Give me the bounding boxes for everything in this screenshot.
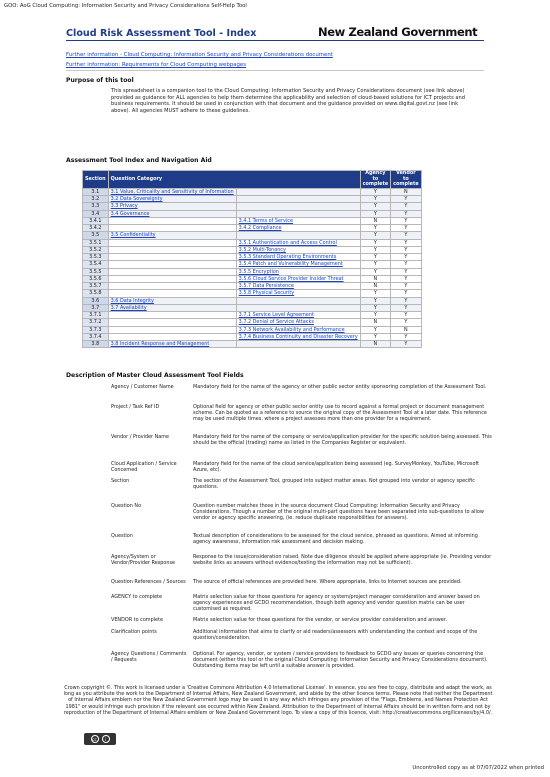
table-cell: 3.5.5	[83, 268, 109, 275]
table-cell	[236, 210, 360, 217]
table-cell: N	[391, 326, 422, 333]
by-icon: i	[102, 735, 110, 743]
table-cell: 3.5.3	[83, 254, 109, 261]
table-cell	[236, 341, 360, 348]
section-link[interactable]: 3.7.1 Service Level Agreement	[238, 312, 314, 319]
table-cell	[236, 319, 360, 326]
table-cell	[108, 203, 236, 210]
fields-heading: Description of Master Cloud Assessment Tool Fields	[66, 372, 244, 379]
table-row	[83, 283, 422, 290]
table-cell: Y	[360, 333, 391, 340]
field-label: Cloud Application / Service Concerned	[111, 461, 177, 473]
table-cell	[236, 312, 360, 319]
table-cell: 3.4	[83, 210, 109, 217]
section-link[interactable]: 3.5.1 Authentication and Access Control	[238, 239, 337, 246]
table-cell: Y	[391, 217, 422, 224]
table-cell: 3.7	[83, 304, 109, 311]
table-cell: Y	[391, 283, 422, 290]
table-cell: Y	[360, 196, 391, 203]
table-row	[83, 188, 422, 195]
section-link[interactable]: 3.8 Incident Response and Management	[110, 341, 210, 348]
table-cell	[108, 246, 236, 253]
table-row	[83, 268, 422, 275]
field-description: Mandatory field for the name of the cloud service/application being assessed (eg. SurveyMonkey, YouTube, Microsoft Azure, etc).	[193, 461, 479, 473]
table-cell: Y	[391, 275, 422, 282]
section-link[interactable]: 3.7.2 Denial of Service Attacks	[238, 319, 314, 326]
table-cell	[236, 333, 360, 340]
page-title: Cloud Risk Assessment Tool - Index	[66, 28, 257, 39]
table-cell: 3.4.1	[83, 217, 109, 224]
table-cell	[108, 188, 236, 195]
table-cell: Y	[360, 246, 391, 253]
table-row	[83, 246, 422, 253]
table-cell: 3.5.8	[83, 290, 109, 297]
table-cell: Y	[391, 254, 422, 261]
table-cell: 3.7.4	[83, 333, 109, 340]
table-cell: N	[360, 217, 391, 224]
field-label: Clarification points	[111, 629, 157, 635]
table-cell	[108, 268, 236, 275]
col-agency: Agency to complete	[360, 171, 391, 189]
section-link[interactable]: 3.7.3 Network Availability and Performance	[238, 326, 345, 333]
table-row	[83, 239, 422, 246]
field-label: Agency Questions / Comments / Requests	[111, 651, 187, 663]
field-label: Agency / Customer Name	[111, 384, 174, 390]
table-cell: 3.4.2	[83, 225, 109, 232]
table-cell	[108, 319, 236, 326]
table-cell	[236, 290, 360, 297]
table-row	[83, 232, 422, 239]
section-link[interactable]: 3.5 Confidentiality	[110, 232, 156, 239]
section-link[interactable]: 3.3 Privacy	[110, 203, 138, 210]
table-row	[83, 290, 422, 297]
table-cell: 3.5.1	[83, 239, 109, 246]
table-cell: N	[360, 283, 391, 290]
table-cell	[108, 341, 236, 348]
table-cell	[236, 203, 360, 210]
table-cell	[108, 297, 236, 304]
table-cell: Y	[391, 239, 422, 246]
table-cell: 3.7.1	[83, 312, 109, 319]
title-rule	[66, 40, 484, 41]
field-label: Vendor / Provider Name	[111, 434, 170, 440]
section-link[interactable]: 3.5.6 Cloud Service Provider Insider Threat	[238, 275, 344, 282]
nz-government-logo: New Zealand Government	[318, 25, 478, 39]
section-link[interactable]: 3.7 Availability	[110, 304, 147, 311]
table-cell	[236, 297, 360, 304]
table-cell	[236, 283, 360, 290]
table-cell: Y	[391, 261, 422, 268]
table-cell: 3.3	[83, 203, 109, 210]
table-cell	[108, 239, 236, 246]
table-row	[83, 297, 422, 304]
table-cell: Y	[391, 333, 422, 340]
field-description: Mandatory field for the name of the company or service/application provider for the specific solution being assessed. This should be the official (trading) name as listed in the Companies Register or equivalent.	[193, 434, 492, 446]
table-cell	[108, 275, 236, 282]
table-row	[83, 333, 422, 340]
table-cell: Y	[360, 304, 391, 311]
field-description: Additional information that aims to clarify or aid readers/assessors with understanding the context and scope of the question/consideration.	[193, 629, 478, 641]
table-cell: Y	[360, 268, 391, 275]
table-cell: Y	[391, 268, 422, 275]
field-description: The section of the Assessment Tool, grouped into subject matter areas. Not grouped into vendor or agency specific questions.	[193, 478, 475, 490]
section-link[interactable]: 3.5.8 Physical Security	[238, 290, 295, 297]
table-cell	[108, 326, 236, 333]
table-row	[83, 304, 422, 311]
table-row	[83, 312, 422, 319]
table-cell: Y	[391, 312, 422, 319]
table-cell	[108, 283, 236, 290]
table-cell	[236, 254, 360, 261]
table-row	[83, 203, 422, 210]
field-description: Matrix selection value for those questions for the vendor, or service provider consideration and answer.	[193, 617, 447, 623]
table-cell	[108, 210, 236, 217]
col-question-category: Question Category	[108, 171, 360, 189]
index-heading: Assessment Tool Index and Navigation Aid	[66, 157, 212, 164]
print-footer: Uncontrolled copy as at 07/07/2022 when printed	[412, 765, 544, 771]
section-link[interactable]: 3.5.5 Encryption	[238, 268, 279, 275]
table-cell: Y	[360, 232, 391, 239]
table-cell	[108, 196, 236, 203]
section-link[interactable]: 3.5.7 Data Persistence	[238, 283, 294, 290]
section-link[interactable]: 3.4.2 Compliance	[238, 225, 282, 232]
field-description: Textual description of considerations to be assessed for the cloud service, phrased as questions. Aimed at informing agency awareness, information risk assessment and decision making.	[193, 533, 478, 545]
section-link[interactable]: 3.6 Data Integrity	[110, 297, 154, 304]
table-row	[83, 326, 422, 333]
table-cell	[108, 254, 236, 261]
table-row	[83, 217, 422, 224]
table-cell: Y	[360, 225, 391, 232]
purpose-heading: Purpose of this tool	[66, 77, 134, 84]
table-cell	[108, 225, 236, 232]
table-cell	[236, 239, 360, 246]
table-row	[83, 341, 422, 348]
field-label: AGENCY to complete	[111, 594, 162, 600]
table-row	[83, 225, 422, 232]
table-cell: 3.5.7	[83, 283, 109, 290]
table-cell	[236, 261, 360, 268]
table-cell: Y	[360, 254, 391, 261]
table-row	[83, 319, 422, 326]
purpose-text: This spreadsheet is a companion tool to the Cloud Computing: Information Security and Privacy Considerations document (see link above) provided as guidance for ALL agencies to help them determine the applicability and selection of cloud-based solutions for ICT projects and business requirements. It should be used in conjunction with that document and the guidance provided on www.digital.govt.nz (see link above). All agencies MUST adhere to these guidelines.	[111, 88, 465, 115]
section-link[interactable]: 3.5.3 Standard Operating Environments	[238, 254, 337, 261]
field-description: Mandatory field for the name of the agency or other public sector entity sponsoring completion of the Assessment Tool.	[193, 384, 487, 390]
table-cell: 3.1	[83, 188, 109, 195]
table-cell: 3.7.3	[83, 326, 109, 333]
table-cell: Y	[391, 210, 422, 217]
table-cell: N	[360, 275, 391, 282]
table-cell: 3.5.4	[83, 261, 109, 268]
table-cell: Y	[391, 297, 422, 304]
table-cell	[108, 217, 236, 224]
table-cell	[108, 261, 236, 268]
col-section: Section	[83, 171, 109, 189]
table-cell: Y	[391, 246, 422, 253]
table-cell: Y	[391, 225, 422, 232]
col-vendor: Vendor to complete	[391, 171, 422, 189]
field-label: Question	[111, 533, 133, 539]
section-link[interactable]: 3.5.4 Patch and Vulnerability Management	[238, 261, 343, 268]
print-header: GOO: AoG Cloud Computing: Information Security and Privacy Considerations Self-Help Tool	[4, 3, 247, 9]
table-cell: Y	[360, 239, 391, 246]
table-cell	[108, 232, 236, 239]
table-cell	[108, 333, 236, 340]
table-cell: Y	[391, 304, 422, 311]
table-cell: Y	[360, 210, 391, 217]
table-cell: Y	[360, 188, 391, 195]
field-description: Response to the issue/consideration raised. Note due diligence should be applied where appropriate (ie. Providing vendor website links as answers without evidence/testing the information may not be sufficient).	[193, 554, 492, 566]
table-cell: Y	[391, 319, 422, 326]
table-cell	[236, 196, 360, 203]
table-cell: Y	[391, 232, 422, 239]
table-cell	[108, 304, 236, 311]
field-description: Question number matches those in the source document Cloud Computing: Information Security and Privacy Considerations. Though a number of the original multi-part questions have been separated into sub-questions to allow vendor or agency specific answering, (ie. reduce duplicate responsibilities for answers).	[193, 503, 484, 521]
table-cell: Y	[391, 341, 422, 348]
table-cell: Y	[360, 203, 391, 210]
table-cell: 3.5.2	[83, 246, 109, 253]
table-cell	[236, 275, 360, 282]
field-description: Optional field for agency or other public sector entity use to record against a formal project or document management scheme. Can be quoted as a reference to source the original copy of the Assessment Tool at a later date. This reference may be used multiple times, where a project assesses more than one provider for a requirement.	[193, 404, 487, 422]
field-description: Optional. For agency, vendor, or system / service providers to feedback to GCDO any issues or queries concerning the document (either this tool or the original Cloud Computing: Information Security and Privacy Considerations document). Outstanding items may be left until a suitable answer is provided.	[193, 651, 488, 669]
table-cell	[236, 232, 360, 239]
table-cell: 3.6	[83, 297, 109, 304]
table-cell: 3.7.2	[83, 319, 109, 326]
table-row	[83, 275, 422, 282]
link-requirements-webpages[interactable]: Further information: Requirements for Cloud Computing webpages	[66, 62, 247, 68]
index-header-row	[83, 171, 422, 189]
field-label: Section	[111, 478, 130, 484]
section-link[interactable]: 3.7.4 Business Continuity and Disaster Recovery	[238, 333, 358, 340]
section-link[interactable]: 3.4.1 Terms of Service	[238, 217, 293, 224]
table-cell: N	[360, 319, 391, 326]
link-security-privacy-document[interactable]: Further information - Cloud Computing: Information Security and Privacy Considerations document	[66, 52, 333, 58]
index-table	[82, 170, 422, 348]
table-row	[83, 210, 422, 217]
field-label: Question References / Sources	[111, 579, 186, 585]
table-cell: 3.2	[83, 196, 109, 203]
field-label: Question No	[111, 503, 142, 509]
table-cell: Y	[391, 203, 422, 210]
table-cell	[236, 217, 360, 224]
table-cell: Y	[360, 290, 391, 297]
table-cell	[236, 268, 360, 275]
section-link[interactable]: 3.4 Governance	[110, 210, 150, 217]
field-label: Project / Task Ref ID	[111, 404, 160, 410]
table-cell: 3.5.6	[83, 275, 109, 282]
table-cell: Y	[391, 290, 422, 297]
cc-icon: cc	[92, 736, 97, 742]
section-link[interactable]: 3.5.2 Multi-Tenancy	[238, 246, 286, 253]
table-cell	[236, 304, 360, 311]
table-cell: Y	[391, 196, 422, 203]
table-cell: Y	[360, 326, 391, 333]
table-row	[83, 196, 422, 203]
table-cell	[236, 246, 360, 253]
links-divider	[66, 70, 484, 71]
table-cell	[108, 290, 236, 297]
license-text: Crown copyright ©. This work is licensed under a 'Creative Commons Attribution 4.0 International License'. In essence, you are free to copy, distribute and adapt the work, as long as you attribute the work to the Department of Internal Affairs, New Zealand Government, and abide by the other licence terms. Please note that neither the Department of Internal Affairs emblem nor the New Zealand Government logo may be used in any way which infringes any provision of the "Flags, Emblems, and Names Protection Act 1981" or would infringe such provision if the relevant use occurred within New Zealand. Attribution to the Department of Internal Affairs should be in written form and not by reproduction of the Department of Internal Affairs emblem or New Zealand Government logo. To view a copy of this licence, visit: http://creativecommons.org/licenses/by/4.0/.	[63, 685, 493, 716]
field-label: Agency/System or Vendor/Provider Response	[111, 554, 176, 566]
table-cell: Y	[360, 261, 391, 268]
section-link[interactable]: 3.1 Value, Criticality and Sensitivity of Information	[110, 188, 234, 195]
table-cell: N	[391, 188, 422, 195]
field-description: The source of official references are provided here. Where appropriate, links to Internet sources are provided.	[193, 579, 462, 585]
table-cell	[236, 188, 360, 195]
table-cell	[236, 326, 360, 333]
section-link[interactable]: 3.2 Data Sovereignty	[110, 196, 163, 203]
table-cell: Y	[360, 297, 391, 304]
table-cell	[236, 225, 360, 232]
table-cell	[108, 312, 236, 319]
table-row	[83, 261, 422, 268]
field-label: VENDOR to complete	[111, 617, 163, 623]
table-cell: N	[360, 341, 391, 348]
table-cell: 3.5	[83, 232, 109, 239]
creative-commons-badge	[84, 733, 116, 745]
table-cell: Y	[360, 312, 391, 319]
field-description: Matrix selection value for those questions for agency or system/project manager consideration and answer based on agency experiences and GCDO recommendation, though both agency and vendor question matrix can be user customised as required.	[193, 594, 480, 612]
table-cell: 3.8	[83, 341, 109, 348]
table-row	[83, 254, 422, 261]
